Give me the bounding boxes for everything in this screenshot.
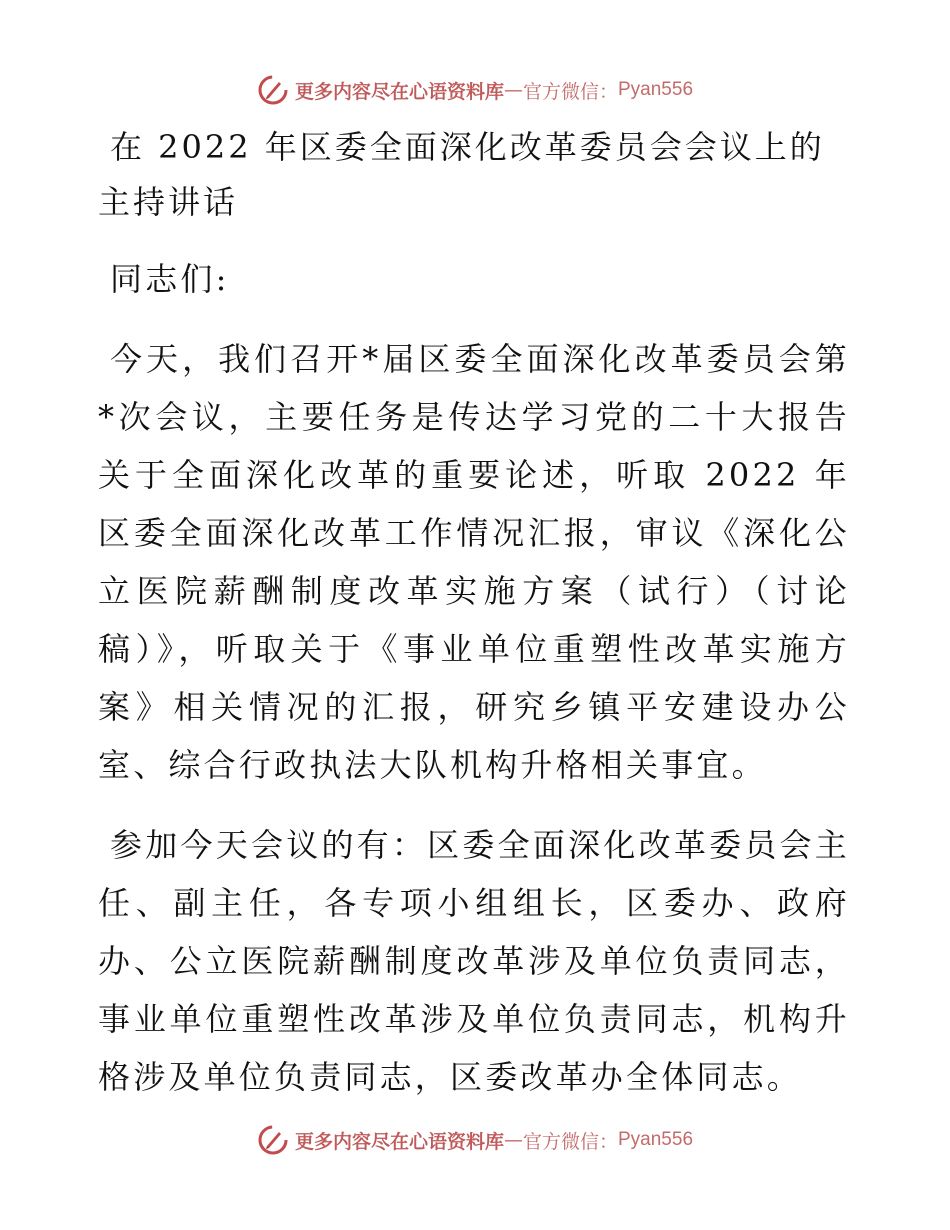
header-watermark (0, 70, 950, 110)
quill-logo-icon (257, 74, 289, 106)
watermark-wechat-id: Pyan556 (618, 79, 694, 100)
watermark-dash: — (503, 1129, 523, 1151)
watermark-lead-text: 更多内容尽在心语资料库 (294, 80, 504, 103)
document-body (98, 120, 850, 1106)
footer-watermark (0, 1120, 950, 1160)
quill-logo-icon (257, 1124, 289, 1156)
watermark-dash: — (503, 79, 523, 101)
watermark-wechat-id: Pyan556 (618, 1129, 694, 1150)
paragraph-attendees: 参加今天会议的有：区委全面深化改革委员会主任、副主任，各专项小组组长，区委办、政府办、公立医院薪酬制度改革涉及单位负责同志，事业单位重塑性改革涉及单位负责同志，机构升格涉及单位负责同志，区委改革办全体同志。 (98, 826, 850, 1096)
salutation: 同志们: (110, 260, 230, 298)
watermark-wechat-label: 官方微信： (522, 80, 618, 103)
paragraph-agenda: 今天，我们召开*届区委全面深化改革委员会第*次会议，主要任务是传达学习党的二十大报告关于全面深化改革的重要论述，听取 2022 年区委全面深化改革工作情况汇报，审议《深化公立医院薪酬制度改革实施方案（试行）（讨论稿）》，听取关于《事业单位重塑性改革实施方案》相关情况的汇报，研究乡镇平安建设办公室、综合行政执法大队机构升格相关事宜。 (98, 340, 850, 784)
watermark-wechat-label: 官方微信： (522, 1130, 618, 1153)
watermark-lead-text: 更多内容尽在心语资料库 (294, 1130, 504, 1153)
document-title: 在 2022 年区委全面深化改革委员会会议上的主持讲话 (98, 128, 825, 221)
